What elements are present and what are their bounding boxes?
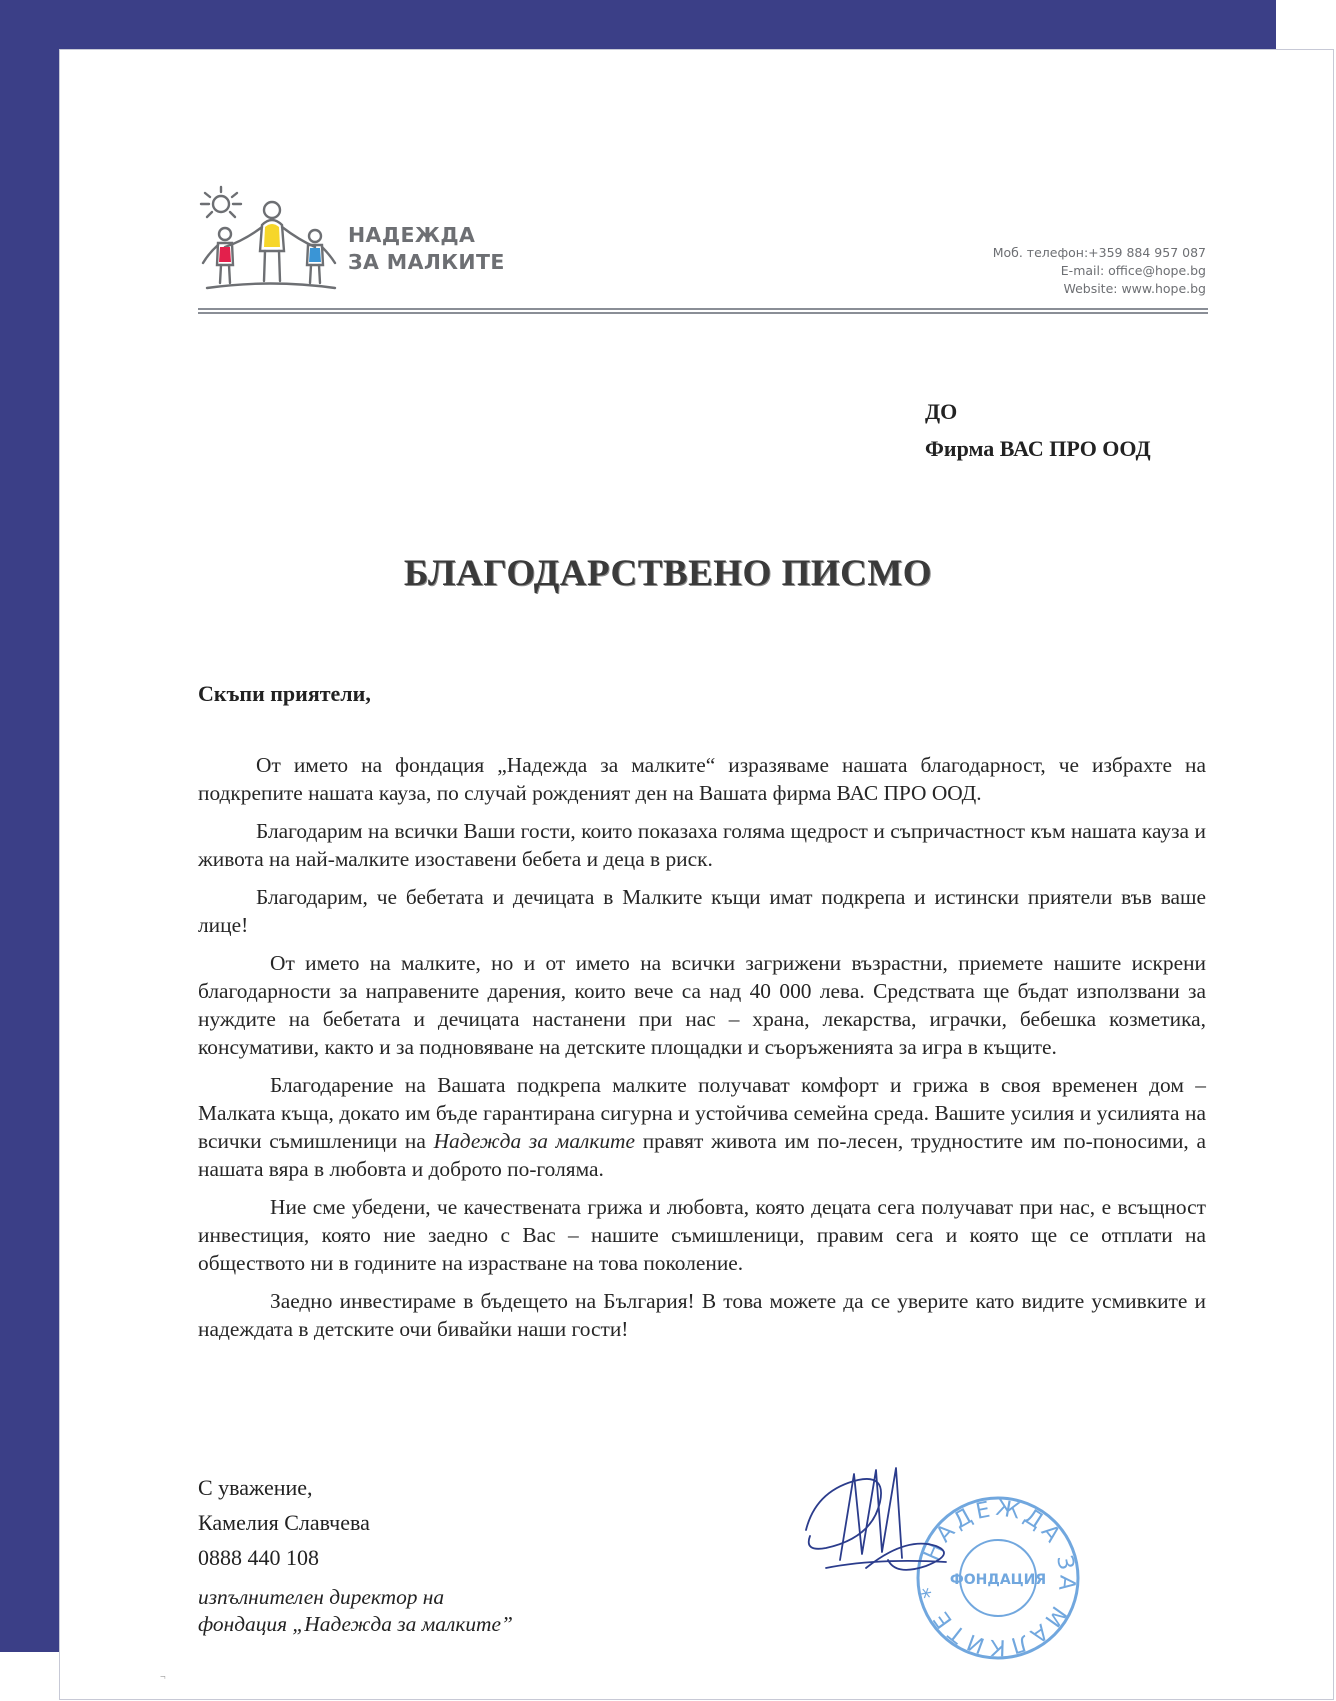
paragraph-5-end: правят живота им по-лесен, трудностите им по-поносими, а нашата вяра в любовта и доброто по-голяма.: [198, 1129, 1207, 1181]
organization-name: [348, 222, 505, 276]
letter-body: [198, 751, 1206, 1353]
closing-regards: С уважение,: [198, 1475, 313, 1500]
paragraph-2: Благодарим на всички Ваши гости, които показаха голяма щедрост и съпричастност към нашата кауза и живота на най-малките изоставени бебета и деца в риск.: [198, 819, 1206, 871]
frame-top-band: [0, 0, 1276, 50]
org-name-line1: НАДЕЖДА: [348, 223, 476, 247]
paragraph-6: Ние сме убедени, че качествената грижа и любовта, която децата сега получават при нас, е всъщност инвестиция, която ние заедно с Вас – нашите съмишленици, правим сега и която ще се отплати на обществото ни в годините на израстване на това поколение.: [198, 1195, 1206, 1275]
stamp-ring-text: НАДЕЖДА ЗА МАЛКИТЕ *: [916, 1495, 1080, 1660]
paragraph-5: [198, 1071, 1206, 1183]
paragraph-5-start: Благодарение на Вашата подкрепа малките получават комфорт и грижа в своя временен дом – Малката къща, докато им бъде гарантирана сигурна и устойчива семейна среда. Вашите усилия и усилията на всички съмишленици на: [198, 1073, 1206, 1153]
paragraph-1: От името на фондация „Надежда за малките“ изразяваме нашата благодарност, че избрахте на подкрепите нашата кауза, по случай рожденият ден на Вашата фирма ВАС ПРО ООД.: [198, 753, 1206, 805]
paragraph-4: От името на малките, но и от името на всички загрижени възрастни, приемете нашите искрени благодарности за направените дарения, които вече са над 40 000 лева. Средствата ще бъдат използвани за нуждите на бебетата и дечицата настанени при нас – храна, лекарства, играчки, бебешка козметика, консумативи, както и за подновяване на детските площадки и съоръженията за игра в къщите.: [198, 951, 1206, 1059]
contact-email: E-mail: office@hope.bg: [1060, 263, 1206, 278]
signer-name: Камелия Славчева: [198, 1510, 370, 1535]
frame-left-band: [0, 0, 60, 1652]
contact-phone: Моб. телефон:+359 884 957 087: [992, 245, 1206, 260]
role-line2: фондация „Надежда за малките”: [198, 1612, 513, 1636]
letter-title: БЛАГОДАРСТВЕНО ПИСМО: [403, 553, 933, 594]
contact-website: Website: www.hope.bg: [1063, 281, 1206, 296]
handwritten-signature: [796, 1450, 966, 1600]
org-name-line2: ЗА МАЛКИТЕ: [348, 250, 505, 274]
role-line1: изпълнителен директор на: [198, 1585, 445, 1609]
recipient-block: [925, 393, 1151, 467]
corner-mark: ¬: [160, 1672, 166, 1683]
recipient-company: Фирма ВАС ПРО ООД: [925, 436, 1151, 461]
signer-phone: 0888 440 108: [198, 1545, 319, 1570]
contact-info: [993, 244, 1206, 298]
stamp-center-text: ФОНДАЦИЯ: [949, 1572, 1047, 1588]
header-divider: [198, 308, 1208, 316]
greeting: Скъпи приятели,: [198, 681, 371, 706]
closing-block: [198, 1470, 370, 1575]
paragraph-3: Благодарим, че бебетата и дечицата в Малките къщи имат подкрепа и истински приятели във ваше лице!: [198, 885, 1206, 937]
recipient-to: ДО: [925, 399, 958, 424]
paragraph-5-italic: Надежда за малките: [433, 1129, 635, 1153]
paragraph-7: Заедно инвестираме в бъдещето на България! В това можете да се уверите като видите усмивките и надеждата в детските очи бивайки наши гости!: [198, 1289, 1206, 1341]
signer-role: [198, 1584, 513, 1638]
family-under-sun-icon: [195, 185, 345, 297]
